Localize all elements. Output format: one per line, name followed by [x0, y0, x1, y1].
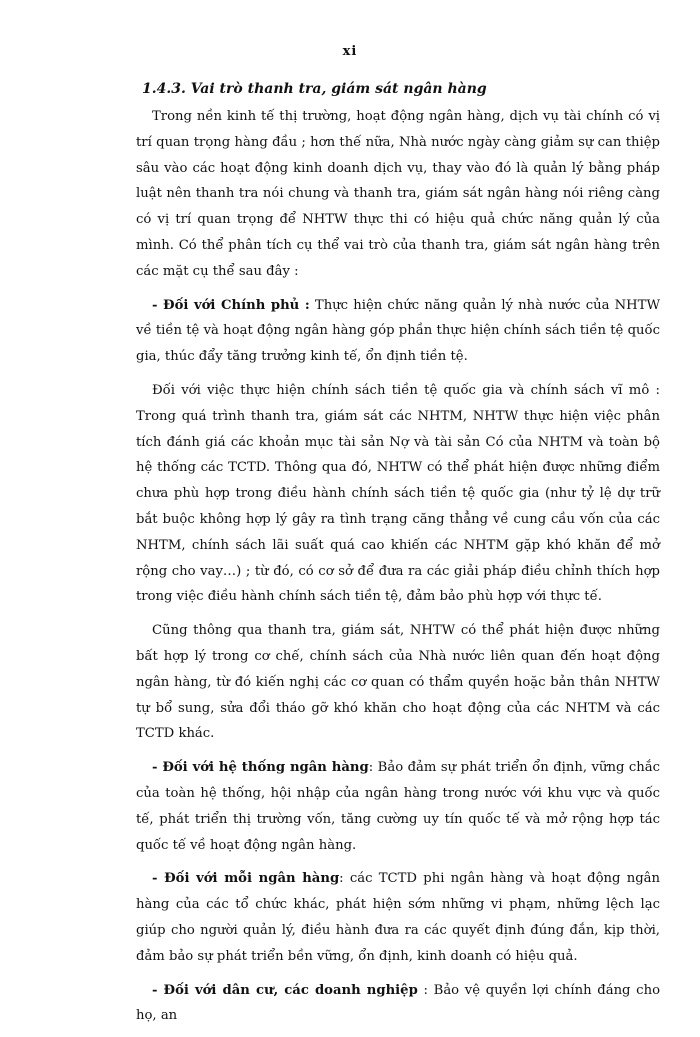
paragraph-text: Thực hiện chức năng quản lý nhà nước của NHTW về tiền tệ và hoạt động ngân hàng góp phần thực hiện chính sách tiền tệ quốc gia, thúc đẩy tăng trưởng kinh tế, ổn định tiền tệ. [136, 297, 661, 365]
paragraph-residents-businesses [136, 978, 660, 1030]
paragraph-intro [136, 104, 660, 285]
paragraph-term: - Đối với hệ thống ngân hàng [152, 760, 369, 776]
paragraph-term: - Đối với Chính phủ : [152, 297, 310, 313]
section-heading: 1.4.3. Vai trò thanh tra, giám sát ngân hàng [142, 81, 487, 97]
paragraph-text: : Bảo đảm sự phát triển ổn định, vững chắc của toàn hệ thống, hội nhập của ngân hàng trong nước với khu vực và quốc tế, phát triển thị trường vốn, tăng cường uy tín quốc tế và mở rộng hợp tác quốc tế về hoạt động ngân hàng. [136, 760, 660, 853]
paragraph-banking-system [136, 755, 660, 858]
paragraph-text: : Bảo vệ quyền lợi chính đáng cho họ, an [136, 982, 661, 1024]
paragraph-each-bank [136, 866, 660, 969]
paragraph-term: - Đối với mỗi ngân hàng [152, 871, 340, 887]
paragraph-text: : các TCTD phi ngân hàng và hoạt động ngân hàng của các tổ chức khác, phát hiện sớm những vi phạm, những lệch lạc giúp cho người quản lý, điều hành đưa ra các quyết định đúng đắn, kịp thời, đảm bảo sự phát triển bền vững, ổn định, kinh doanh có hiệu quả. [136, 871, 661, 964]
paragraph-text: Cũng thông qua thanh tra, giám sát, NHTW có thể phát hiện được những bất hợp lý trong cơ chế, chính sách của Nhà nước liên quan đến hoạt động ngân hàng, từ đó kiến nghị các cơ quan có thẩm quyền hoặc bản thân NHTW tự bổ sung, sửa đổi tháo gỡ khó khăn cho hoạt động của các NHTM và các TCTD khác. [136, 623, 660, 742]
paragraph-term: - Đối với dân cư, các doanh nghiệp [152, 982, 418, 998]
paragraph-government [136, 293, 660, 370]
paragraph-text: Trong nền kinh tế thị trường, hoạt động ngân hàng, dịch vụ tài chính có vị trí quan trọng hàng đầu ; hơn thế nữa, Nhà nước ngày càng giảm sự can thiệp sâu vào các hoạt động kinh doanh dịch vụ, thay vào đó là quản lý bằng pháp luật nên thanh tra nói chung và thanh tra, giám sát ngân hàng nói riêng càng có vị trí quan trọng để NHTW thực thi có hiệu quả chức năng quản lý của mình. Có thể phân tích cụ thể vai trò của thanh tra, giám sát ngân hàng trên các mặt cụ thể sau đây : [136, 109, 660, 279]
paragraph-mechanism [136, 618, 660, 747]
paragraph-monetary-policy [136, 378, 660, 610]
page-body [136, 74, 660, 1037]
paragraph-text: Đối với việc thực hiện chính sách tiền tệ quốc gia và chính sách vĩ mô : Trong quá trình thanh tra, giám sát các NHTM, NHTW thực hiện việc phân tích đánh giá các khoản mục tài sản Nợ và tài sản Có của NHTM và toàn bộ hệ thống các TCTD. Thông qua đó, NHTW có thể phát hiện được những điểm chưa phù hợp trong điều hành chính sách tiền tệ quốc gia (như tỷ lệ dự trữ bắt buộc không hợp lý gây ra tình trạng căng thẳng về cung cầu vốn của các NHTM, chính sách lãi suất quá cao khiến các NHTM gặp khó khăn để mở rộng cho vay…) ; từ đó, có cơ sở để đưa ra các giải pháp điều chỉnh thích hợp trong việc điều hành chính sách tiền tệ, đảm bảo phù hợp với thực tế. [136, 382, 660, 605]
page-number: xi [342, 44, 358, 59]
